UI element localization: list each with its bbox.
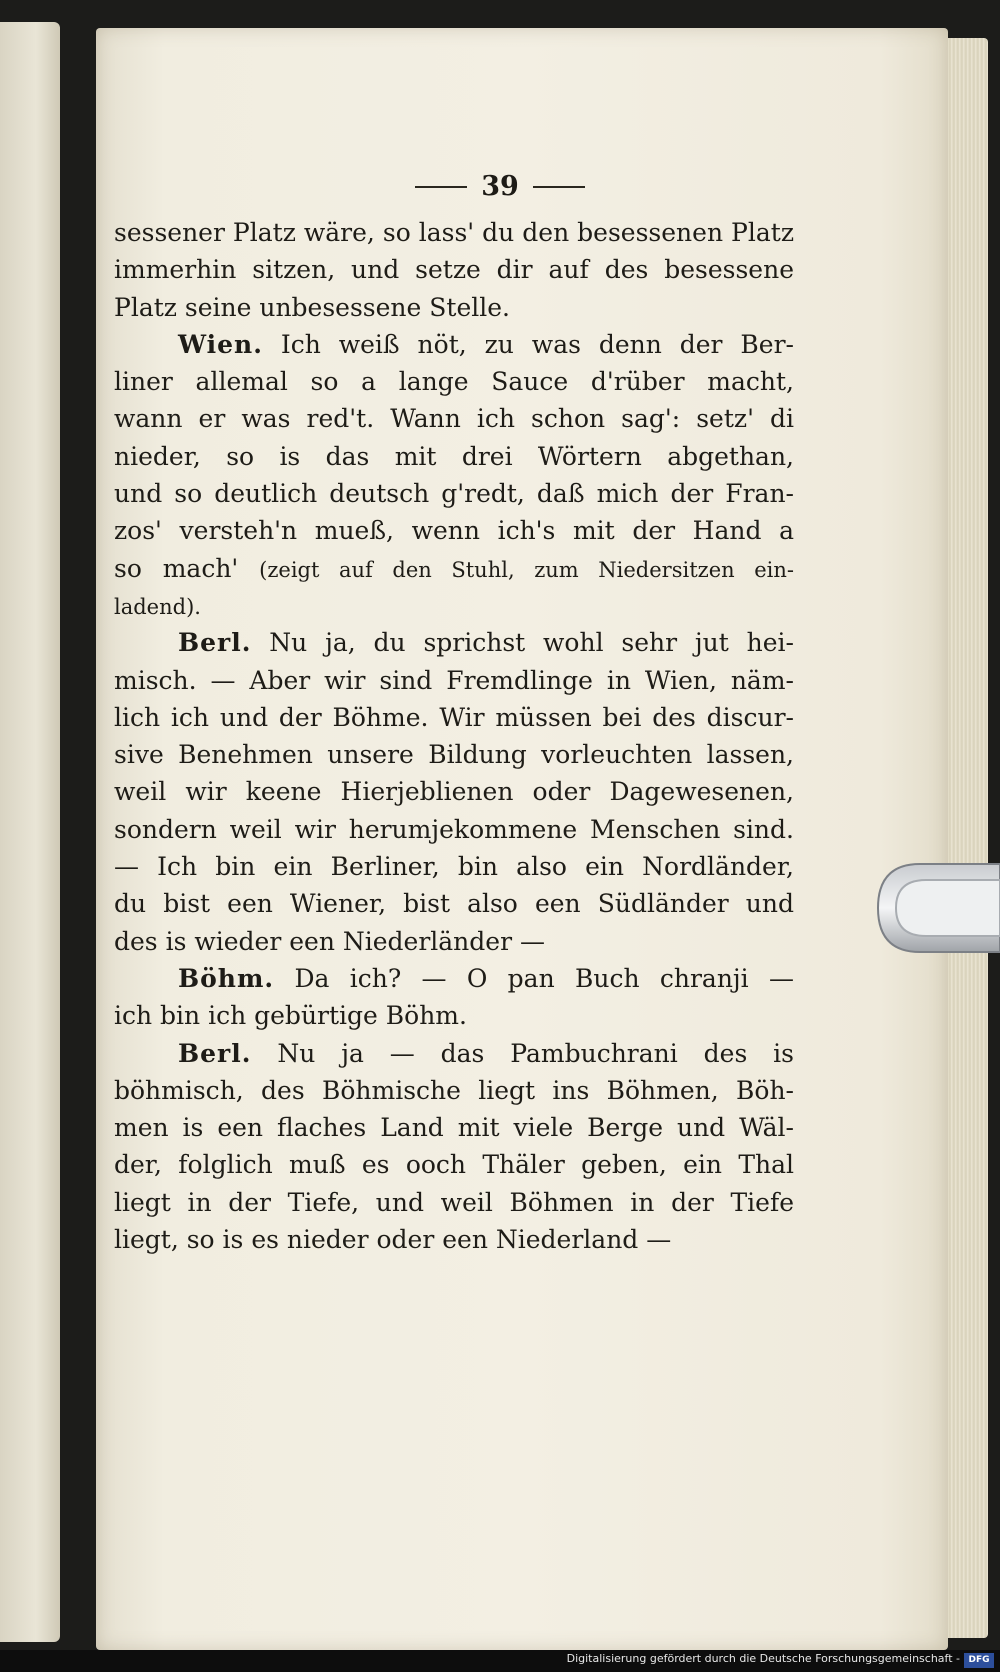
text-line [114, 587, 794, 624]
text-line [114, 289, 794, 326]
line-text: so mach' [114, 553, 260, 583]
text-line [114, 251, 794, 288]
line-text: Nu ja, du sprichst wohl sehr jut hei- [251, 628, 794, 658]
page-number-rule-right [533, 186, 585, 188]
line-text: weil wir keene Hierjeblienen oder Dagewesenen, [114, 777, 794, 807]
line-text: immerhin sitzen, und setze dir auf des besessene [114, 255, 794, 285]
dfg-logo: DFG [964, 1653, 994, 1668]
text-line [114, 699, 794, 736]
line-text: liegt in der Tiefe, und weil Böhmen in der Tiefe [114, 1187, 794, 1217]
line-text: men is een flaches Land mit viele Berge und Wäl- [114, 1113, 794, 1143]
line-text: Nu ja — das Pambuchrani des is [251, 1038, 794, 1068]
text-line [114, 811, 794, 848]
line-text: lich ich und der Böhme. Wir müssen bei des discur- [114, 702, 794, 732]
line-text: — Ich bin ein Berliner, bin also ein Nordländer, [114, 852, 794, 882]
text-line [114, 475, 794, 512]
text-line [114, 214, 794, 251]
line-text: sive Benehmen unsere Bildung vorleuchten lassen, [114, 740, 794, 770]
text-line [114, 662, 794, 699]
line-text: Platz seine unbesessene Stelle. [114, 292, 510, 322]
text-line [114, 326, 794, 363]
line-text: sessener Platz wäre, so lass' du den besessenen Platz [114, 218, 794, 247]
page-number-rule-left [415, 186, 467, 188]
text-line [114, 1221, 794, 1258]
line-text: sondern weil wir herumjekommene Menschen sind. [114, 814, 794, 844]
line-text: Da ich? — O pan Buch chranji — [274, 963, 794, 993]
text-line [114, 363, 794, 400]
line-text: des is wieder een Niederländer — [114, 926, 545, 956]
line-text: ich bin ich gebürtige Böhm. [114, 1001, 467, 1031]
text-line [114, 1146, 794, 1183]
text-line [114, 1109, 794, 1146]
left-page-edge [0, 22, 60, 1642]
line-text: der, folglich muß es ooch Thäler geben, ein Thal [114, 1150, 794, 1180]
page-number-value: 39 [481, 171, 519, 202]
line-text: wann er was red't. Wann ich schon sag': setz' di [114, 404, 794, 434]
body-text [114, 214, 794, 1258]
text-line [114, 1184, 794, 1221]
line-text: und so deutlich deutsch g'redt, daß mich der Fran- [114, 479, 794, 509]
stage-direction: ladend). [114, 594, 201, 619]
page-clip-icon [872, 858, 1000, 958]
line-text: misch. — Aber wir sind Fremdlinge in Wien, näm- [114, 665, 794, 695]
text-line [114, 923, 794, 960]
text-line [114, 960, 794, 997]
text-line [114, 400, 794, 437]
text-line [114, 736, 794, 773]
stage-direction: (zeigt auf den Stuhl, zum Niedersitzen ein- [259, 557, 794, 582]
speaker-name: Böhm. [178, 963, 275, 993]
text-line [114, 773, 794, 810]
line-text: du bist een Wiener, bist also een Südländer und [114, 889, 794, 919]
footer-credit: Digitalisierung gefördert durch die Deutsche Forschungsgemeinschaft - [566, 1652, 960, 1665]
text-line [114, 550, 794, 587]
text-line [114, 997, 794, 1034]
page-stack-edge [948, 38, 988, 1638]
speaker-name: Berl. [178, 628, 252, 658]
speaker-name: Wien. [178, 329, 263, 359]
line-text: nieder, so is das mit drei Wörtern abgethan, [114, 441, 794, 471]
page-number [0, 170, 1000, 202]
line-text: böhmisch, des Böhmische liegt ins Böhmen, Böh- [114, 1075, 794, 1105]
text-line [114, 1072, 794, 1109]
line-text: zos' versteh'n mueß, wenn ich's mit der Hand a [114, 516, 794, 546]
text-line [114, 512, 794, 549]
text-line [114, 438, 794, 475]
text-line [114, 624, 794, 661]
text-line [114, 848, 794, 885]
line-text: liegt, so is es nieder oder een Niederland — [114, 1225, 672, 1255]
speaker-name: Berl. [178, 1038, 252, 1068]
line-text: liner allemal so a lange Sauce d'rüber macht, [114, 367, 794, 397]
text-line [114, 885, 794, 922]
line-text: Ich weiß nöt, zu was denn der Ber- [262, 329, 794, 359]
text-line [114, 1035, 794, 1072]
